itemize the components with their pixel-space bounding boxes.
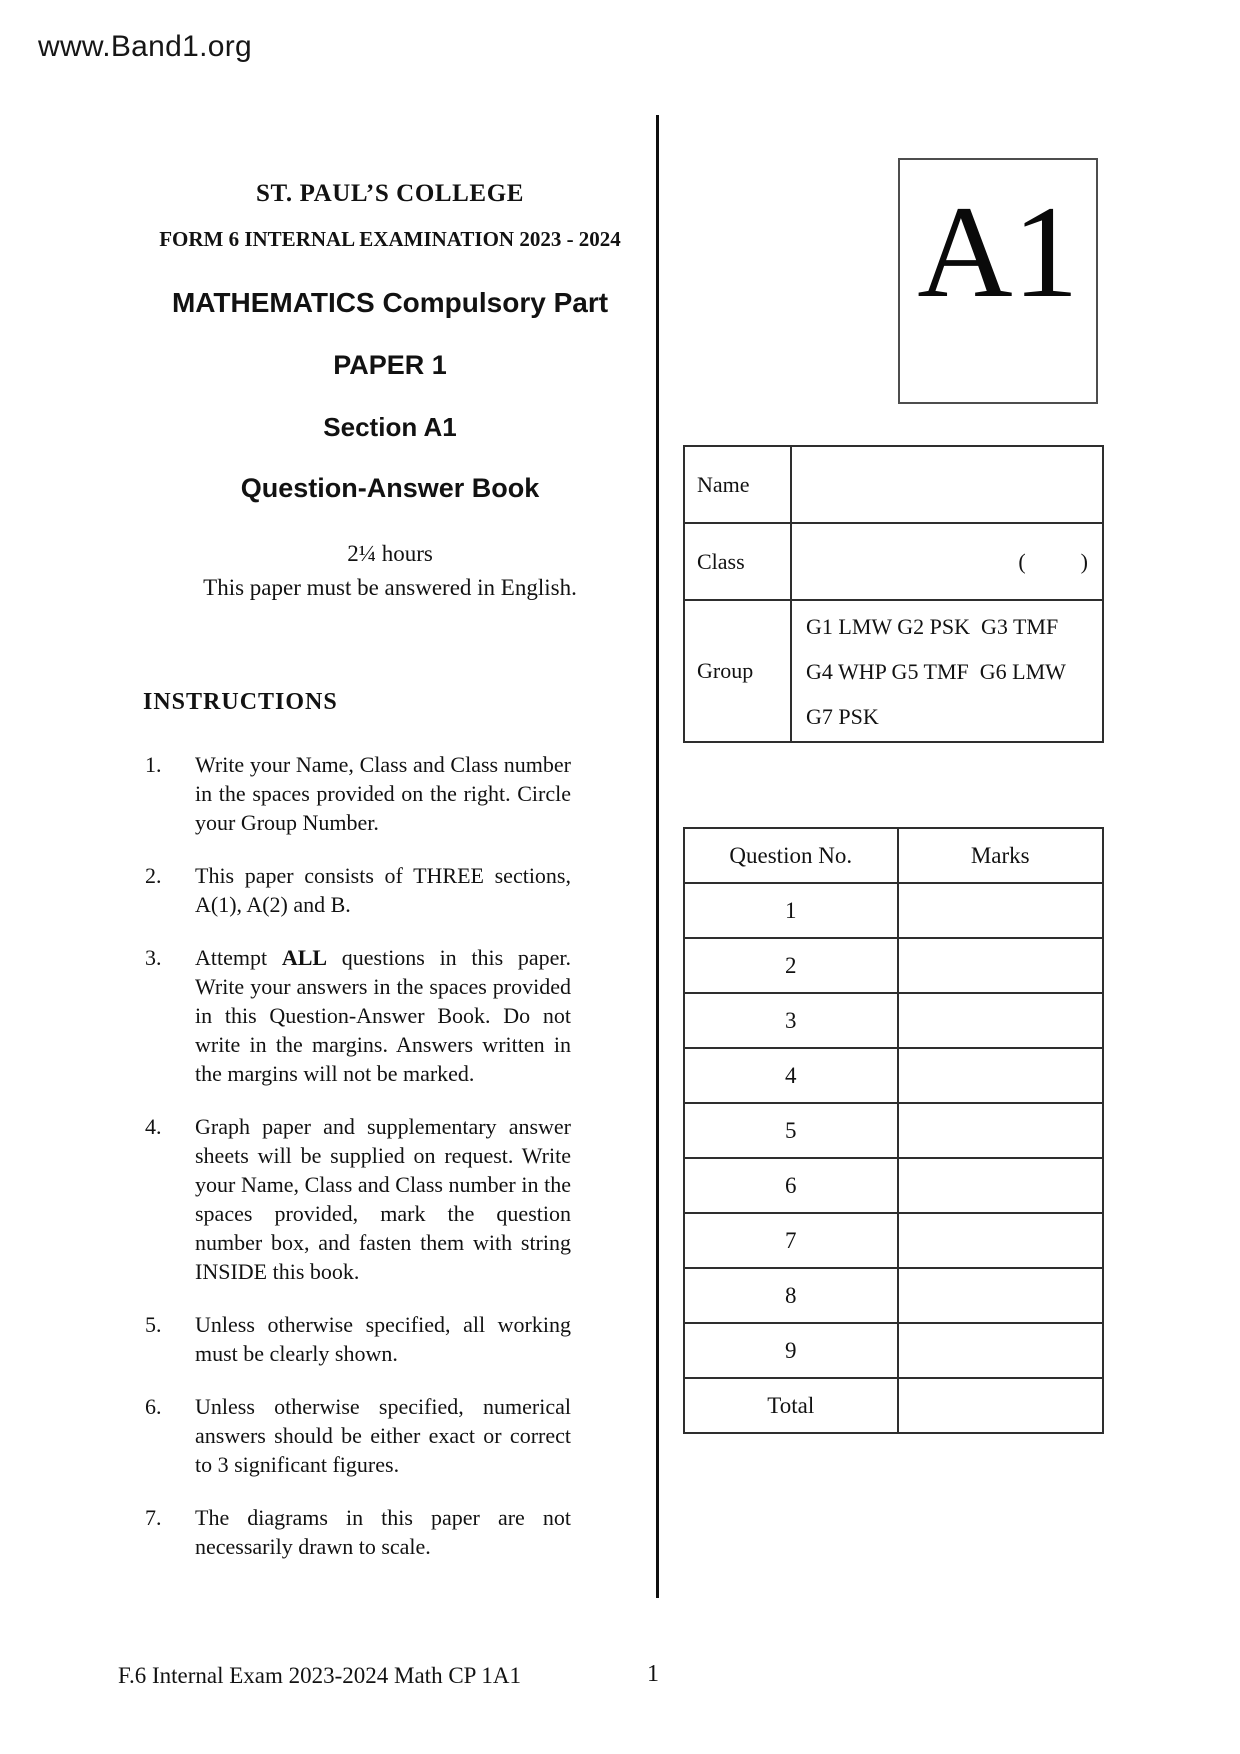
instruction-item — [145, 1392, 571, 1479]
instruction-item — [145, 1112, 571, 1286]
question-no-cell: 3 — [684, 993, 898, 1048]
marks-row — [684, 1158, 1103, 1213]
marks-row — [684, 938, 1103, 993]
marks-input-cell — [898, 938, 1104, 993]
question-no-cell: 6 — [684, 1158, 898, 1213]
section-title: Section A1 — [323, 412, 457, 442]
question-no-cell: 8 — [684, 1268, 898, 1323]
instruction-text: This paper consists of THREE sections, A(1), A(2) and B. — [195, 863, 571, 917]
instruction-number: 4. — [145, 1114, 162, 1139]
instruction-item — [145, 1310, 571, 1368]
marks-row — [684, 1103, 1103, 1158]
class-row — [684, 523, 1103, 600]
group-option-line: G4 WHP G5 TMF G6 LMW — [806, 658, 1066, 684]
question-no-cell: 2 — [684, 938, 898, 993]
marks-header-row — [684, 828, 1103, 883]
paper-version-label: A1 — [917, 178, 1079, 325]
marks-table — [683, 827, 1104, 1434]
instruction-number: 6. — [145, 1394, 162, 1419]
instruction-item — [145, 750, 571, 837]
question-no-cell: 4 — [684, 1048, 898, 1103]
school-name: ST. PAUL’S COLLEGE — [255, 180, 525, 207]
marks-row — [684, 1378, 1103, 1433]
exam-duration: 2¼ hours — [347, 541, 433, 566]
instruction-text: Unless otherwise specified, all working must be clearly shown. — [195, 1312, 571, 1366]
instructions-heading: INSTRUCTIONS — [143, 689, 338, 715]
instruction-item — [145, 943, 571, 1088]
instruction-text: Write your Name, Class and Class number in the spaces provided on the right. Circle your Group Number. — [195, 752, 571, 835]
marks-header: Marks — [898, 828, 1104, 883]
class-label: Class — [684, 523, 791, 600]
page-number: 1 — [647, 1661, 659, 1687]
marks-row — [684, 1268, 1103, 1323]
marks-input-cell — [898, 1048, 1104, 1103]
marks-row — [684, 1323, 1103, 1378]
marks-input-cell — [898, 1323, 1104, 1378]
instruction-number: 2. — [145, 863, 162, 888]
question-no-cell: 7 — [684, 1213, 898, 1268]
name-row — [684, 446, 1103, 523]
candidate-info-table — [683, 445, 1104, 743]
group-row — [684, 600, 1103, 742]
paper-title: PAPER 1 — [333, 350, 447, 380]
instruction-text: Attempt ALL questions in this paper. Write your answers in the spaces provided in this Question-Answer Book. Do not write in the margins. Answers written in the margins will not be marked. — [195, 945, 572, 1086]
instruction-number: 7. — [145, 1505, 162, 1530]
marks-input-cell — [898, 1158, 1104, 1213]
instruction-number: 5. — [145, 1312, 162, 1337]
marks-row — [684, 1048, 1103, 1103]
exam-title: FORM 6 INTERNAL EXAMINATION 2023 - 2024 — [159, 227, 621, 251]
group-label: Group — [684, 600, 791, 742]
group-options-cell — [791, 600, 1103, 742]
marks-input-cell — [898, 993, 1104, 1048]
subject-title: MATHEMATICS Compulsory Part — [171, 287, 609, 318]
marks-input-cell — [898, 883, 1104, 938]
group-option-line: G7 PSK — [806, 703, 879, 729]
instruction-text: The diagrams in this paper are not necessarily drawn to scale. — [195, 1505, 571, 1559]
marks-input-cell — [898, 1268, 1104, 1323]
paper-version-box — [898, 158, 1098, 404]
language-note: This paper must be answered in English. — [203, 575, 577, 600]
instruction-number: 3. — [145, 945, 162, 970]
question-no-cell: 9 — [684, 1323, 898, 1378]
marks-row — [684, 1213, 1103, 1268]
marks-input-cell — [898, 1103, 1104, 1158]
instruction-item — [145, 1503, 571, 1561]
name-label: Name — [684, 446, 791, 523]
marks-row — [684, 883, 1103, 938]
instruction-text: Graph paper and supplementary answer sheets will be supplied on request. Write your Name, Class and Class number in the spaces provided, mark the question number box, and fasten them with string INSIDE this book. — [195, 1114, 571, 1284]
site-watermark: www.Band1.org — [38, 30, 253, 63]
footer-text: F.6 Internal Exam 2023-2024 Math CP 1A1 — [118, 1663, 521, 1688]
instruction-text: Unless otherwise specified, numerical answers should be either exact or correct to 3 significant figures. — [195, 1394, 571, 1477]
instructions-list — [145, 750, 571, 1585]
marks-input-cell — [898, 1213, 1104, 1268]
instruction-number: 1. — [145, 752, 162, 777]
group-option-line: G1 LMW G2 PSK G3 TMF — [806, 613, 1059, 639]
name-input-cell — [791, 446, 1103, 523]
question-no-cell: 5 — [684, 1103, 898, 1158]
marks-input-cell — [898, 1378, 1104, 1433]
question-no-cell: 1 — [684, 883, 898, 938]
marks-row — [684, 993, 1103, 1048]
class-input-cell: ( ) — [791, 523, 1103, 600]
question-no-cell: Total — [684, 1378, 898, 1433]
book-title: Question-Answer Book — [240, 473, 540, 503]
column-divider — [656, 115, 659, 1598]
instruction-item — [145, 861, 571, 919]
question-no-header: Question No. — [684, 828, 898, 883]
